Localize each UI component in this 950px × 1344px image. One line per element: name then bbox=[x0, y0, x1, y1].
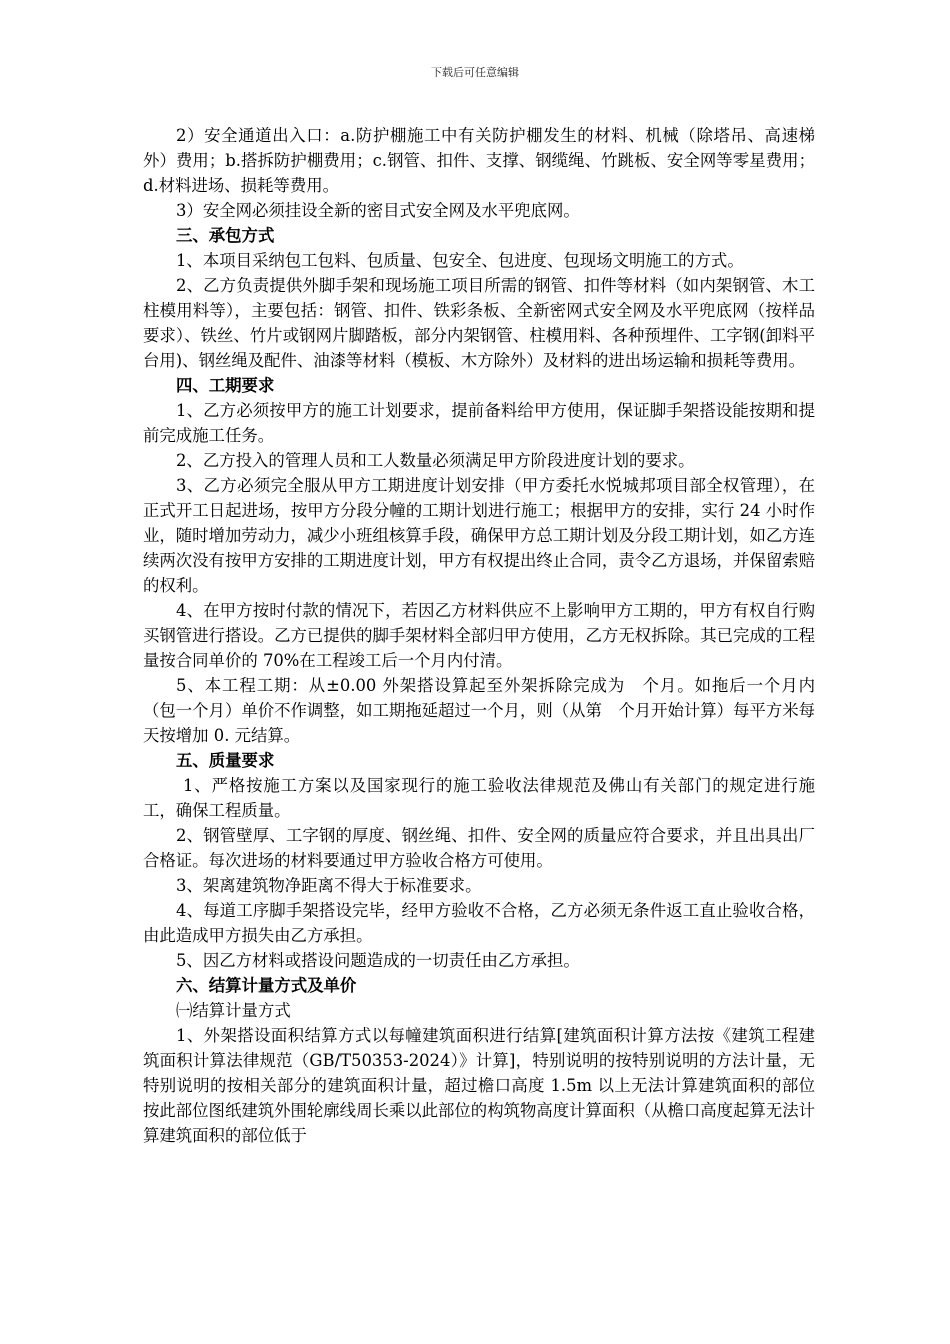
paragraph: 2、乙方负责提供外脚手架和现场施工项目所需的钢管、扣件等材料（如内架钢管、木工柱模用料等），主要包括：钢管、扣件、铁彩条板、全新密网式安全网及水平兜底网（按样品要求）、铁丝、竹片或钢网片脚踏板，部分内架钢管、柱模用料、各种预埋件、工字钢(卸料平台用)、钢丝绳及配件、油漆等材料（模板、木方除外）及材料的进出场运输和损耗等费用。 bbox=[143, 276, 815, 370]
paragraph: 2）安全通道出入口：a.防护棚施工中有关防护棚发生的材料、机械（除塔吊、高速梯外）费用；b.搭拆防护棚费用；c.钢管、扣件、支撑、钢缆绳、竹跳板、安全网等零星费用；d.材料进场、损耗等费用。 bbox=[143, 126, 815, 195]
paragraph: 4、每道工序脚手架搭设完毕，经甲方验收不合格，乙方必须无条件返工直止验收合格，由此造成甲方损失由乙方承担。 bbox=[143, 901, 815, 945]
paragraph: 5、因乙方材料或搭设问题造成的一切责任由乙方承担。 bbox=[176, 951, 580, 970]
paragraph: 1、本项目采纳包工包料、包质量、包安全、包进度、包现场文明施工的方式。 bbox=[176, 251, 744, 270]
section-heading: 四、工期要求 bbox=[176, 376, 275, 395]
paragraph: 2、乙方投入的管理人员和工人数量必须满足甲方阶段进度计划的要求。 bbox=[176, 451, 695, 470]
paragraph: 5、本工程工期：从±0.00 外架搭设算起至外架拆除完成为 个月。如拖后一个月内（包一个月）单价不作调整，如工期拖延超过一个月，则（从第 个月开始计算）每平方米每天按增加 0. 元结算。 bbox=[143, 676, 816, 745]
paragraph: 4、在甲方按时付款的情况下，若因乙方材料供应不上影响甲方工期的，甲方有权自行购买钢管进行搭设。乙方已提供的脚手架材料全部归甲方使用，乙方无权拆除。其已完成的工程量按合同单价的 70%在工程竣工后一个月内付清。 bbox=[143, 601, 816, 670]
section-heading: 六、结算计量方式及单价 bbox=[176, 976, 357, 995]
paragraph: 1、外架搭设面积结算方式以每幢建筑面积进行结算[建筑面积计算方法按《建筑工程建筑面积计算法律规范（GB/T50353-2024）》计算]，特别说明的按特别说明的方法计量，无特别说明的按相关部分的建筑面积计量，超过檐口高度 1.5m 以上无法计算建筑面积的部位按此部位图纸建筑外围轮廓线周长乘以此部位的构筑物高度计算面积（从檐口高度起算无法计算建筑面积的部位低于 bbox=[143, 1026, 816, 1145]
paragraph: 3、乙方必须完全服从甲方工期进度计划安排（甲方委托水悦城邦项目部全权管理），在正式开工日起进场，按甲方分段分幢的工期计划进行施工；根据甲方的安排，实行 24 小时作业，随时增加劳动力，减少小班组核算手段，确保甲方总工期计划及分段工期计划，如乙方连续两次没有按甲方安排的工期进度计划，甲方有权提出终止合同，责令乙方退场，并保留索赔的权利。 bbox=[143, 476, 816, 595]
section-heading: 五、质量要求 bbox=[176, 751, 275, 770]
section-heading: 三、承包方式 bbox=[176, 226, 275, 245]
document-body bbox=[143, 123, 815, 1148]
paragraph: 2、钢管壁厚、工字钢的厚度、钢丝绳、扣件、安全网的质量应符合要求，并且出具出厂合格证。每次进场的材料要通过甲方验收合格方可使用。 bbox=[143, 826, 815, 870]
paragraph: 1、乙方必须按甲方的施工计划要求，提前备料给甲方使用，保证脚手架搭设能按期和提前完成施工任务。 bbox=[143, 401, 815, 445]
subsection-heading: ㈠结算计量方式 bbox=[176, 1001, 291, 1020]
paragraph: 1、严格按施工方案以及国家现行的施工验收法律规范及佛山有关部门的规定进行施工，确保工程质量。 bbox=[143, 776, 815, 820]
page-header: 下载后可任意编辑 bbox=[431, 66, 519, 79]
paragraph: 3）安全网必须挂设全新的密目式安全网及水平兜底网。 bbox=[176, 201, 580, 220]
paragraph: 3、架离建筑物净距离不得大于标准要求。 bbox=[176, 876, 482, 895]
